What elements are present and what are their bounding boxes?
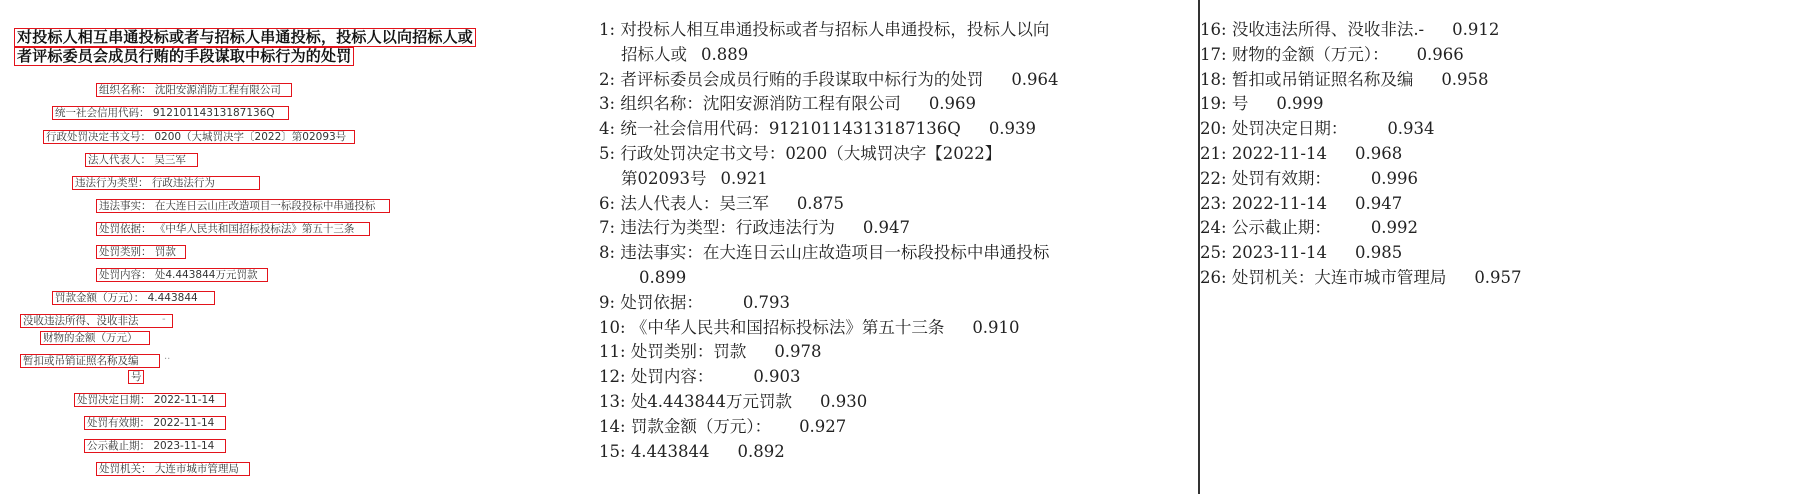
doc-field-confiscation-2: 财物的金额（万元） [40, 331, 150, 345]
ocr-line-10: 10: 《中华人民共和国招标投标法》第五十三条 0.910 [599, 317, 1020, 337]
ocr-line-7: 7: 违法行为类型：行政违法行为 0.947 [599, 218, 911, 238]
doc-field-fine-amount: 罚款金额（万元）： 4.443844 [52, 291, 215, 305]
ocr-line-25: 25: 2023-11-14 0.985 [1200, 243, 1403, 263]
ocr-line-2: 2: 者评标委员会成员行贿的手段谋取中标行为的处罚 0.964 [599, 69, 1059, 89]
ocr-line-15: 15: 4.443844 0.892 [599, 441, 785, 461]
doc-field-decision-number: 行政处罚决定书文号： 0200（大城罚决字〔2022〕第02093号 [43, 130, 355, 144]
ocr-line-22: 22: 处罚有效期： 0.996 [1200, 168, 1419, 188]
doc-title-line-1: 对投标人相互串通投标或者与招标人串通投标，投标人以向招标人或 [14, 28, 476, 47]
doc-field-violation-facts: 违法事实： 在大连日云山庄改造项目一标段投标中串通投标 [96, 199, 390, 213]
ocr-line-4: 4: 统一社会信用代码：91210114313187136Q 0.939 [599, 119, 1037, 139]
ocr-results-column-2 [1200, 18, 1790, 291]
ocr-line-12: 12: 处罚内容： 0.903 [599, 367, 801, 387]
doc-field-penalty-authority: 处罚机关： 大连市城市管理局 [96, 462, 250, 476]
doc-field-penalty-content: 处罚内容： 处4.443844万元罚款 [96, 268, 268, 282]
ocr-line-5: 5: 行政处罚决定书文号：0200（大城罚决字【2022】 [599, 143, 1002, 163]
doc-field-confiscation-1: 没收违法所得、没收非法 [20, 314, 173, 328]
ocr-line-13: 13: 处4.443844万元罚款 0.930 [599, 391, 868, 411]
ocr-line-17: 17: 财物的金额（万元）： 0.966 [1200, 44, 1464, 64]
doc-faint-mark-2: ·· [164, 354, 171, 365]
doc-field-violation-type: 违法行为类型： 行政违法行为 [72, 176, 260, 190]
annotated-document [0, 0, 580, 494]
ocr-line-21: 21: 2022-11-14 0.968 [1200, 143, 1403, 163]
ocr-line-8: 8: 违法事实：在大连日云山庄故造项目一标段投标中串通投标 [599, 243, 1050, 263]
ocr-line-16: 16: 没收违法所得、没收非法.- 0.912 [1200, 20, 1500, 39]
doc-faint-mark-1: - [162, 314, 166, 325]
ocr-line-6: 6: 法人代表人：吴三军 0.875 [599, 193, 845, 213]
ocr-line-5-cont: 第02093号 0.921 [621, 168, 768, 188]
doc-field-legal-rep: 法人代表人： 吴三军 [85, 153, 198, 167]
ocr-line-3: 3: 组织名称：沈阳安源消防工程有限公司 0.969 [599, 94, 977, 114]
doc-field-license-1: 暂扣或吊销证照名称及编 [20, 354, 160, 368]
doc-field-decision-date: 处罚决定日期： 2022-11-14 [74, 393, 226, 407]
doc-field-license-2: 号 [128, 370, 144, 384]
ocr-line-24: 24: 公示截止期： 0.992 [1200, 218, 1419, 238]
doc-field-credit-code: 统一社会信用代码： 91210114313187136Q [52, 106, 289, 120]
ocr-line-26: 26: 处罚机关：大连市城市管理局 0.957 [1200, 267, 1522, 287]
ocr-line-20: 20: 处罚决定日期： 0.934 [1200, 119, 1435, 139]
ocr-line-1: 1: 对投标人相互串通投标或者与招标人串通投标，投标人以向 [599, 20, 1050, 39]
ocr-line-11: 11: 处罚类别：罚款 0.978 [599, 342, 822, 362]
doc-field-penalty-category: 处罚类别： 罚款 [96, 245, 186, 259]
doc-field-org-name: 组织名称： 沈阳安源消防工程有限公司 [96, 83, 292, 97]
ocr-line-1-cont: 招标人或 0.889 [621, 44, 749, 64]
doc-field-penalty-basis: 处罚依据： 《中华人民共和国招标投标法》第五十三条 [96, 222, 370, 236]
ocr-results-column-1 [599, 18, 1159, 464]
ocr-line-9: 9: 处罚依据： 0.793 [599, 292, 791, 312]
ocr-line-18: 18: 暂扣或吊销证照名称及编 0.958 [1200, 69, 1489, 89]
doc-title-line-2: 者评标委员会成员行贿的手段谋取中标行为的处罚 [14, 47, 354, 66]
ocr-line-19: 19: 号 0.999 [1200, 94, 1324, 114]
ocr-line-14: 14: 罚款金额（万元）： 0.927 [599, 416, 847, 436]
ocr-line-8-cont: 0.899 [639, 267, 687, 287]
doc-field-valid-period: 处罚有效期： 2022-11-14 [84, 416, 226, 430]
ocr-line-23: 23: 2022-11-14 0.947 [1200, 193, 1403, 213]
doc-field-publish-deadline: 公示截止期： 2023-11-14 [84, 439, 226, 453]
